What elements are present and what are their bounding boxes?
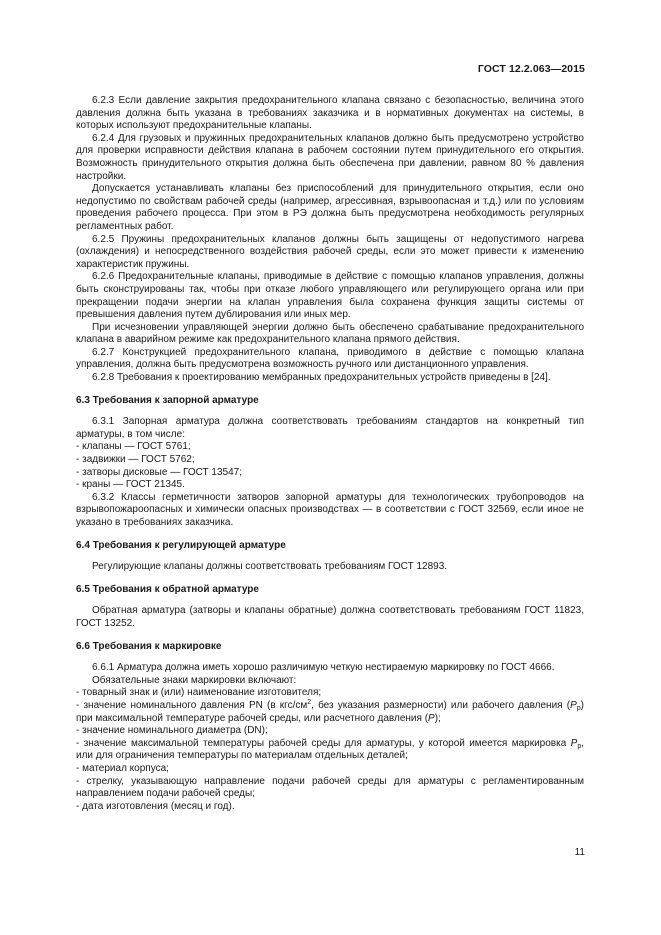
text-run: ); bbox=[434, 712, 441, 724]
page-number: 11 bbox=[574, 847, 585, 858]
heading-6-4: 6.4 Требования к регулирующей арматуре bbox=[76, 539, 286, 551]
heading-6-6: 6.6 Требования к маркировке bbox=[76, 640, 222, 652]
paragraph-6-6-1: 6.6.1 Арматура должна иметь хорошо различимую четкую нестираемую маркировку по ГОСТ 4666. bbox=[92, 662, 555, 674]
paragraph-6-3-2: 6.3.2 Классы герметичности затворов запорной арматуры для технологических трубопроводов на взрывопожароопасных и химически опасных производствах — в соответствии с ГОСТ 32569, если иное не указано в требованиях заказчика. bbox=[76, 491, 584, 528]
list-item: - материал корпуса; bbox=[76, 762, 169, 774]
paragraph-6-2-6-note: При исчезновении управляющей энергии должно быть обеспечено срабатывание предохранительного клапана в аварийном режиме как предохранительного клапана прямого действия. bbox=[76, 321, 584, 346]
list-item: - значение номинального диаметра (DN); bbox=[76, 725, 268, 737]
paragraph-6-2-6: 6.2.6 Предохранительные клапаны, приводимые в действие с помощью клапанов управления, должны быть сконструированы так, чтобы при отказе любого управляющего или регулирующего органа или при прекращении подачи энергии на клапан управления была сохранена функция защиты системы от превышения давления путем дублирования или иных мер. bbox=[76, 271, 584, 321]
list-item-pressure bbox=[76, 700, 584, 725]
paragraph-6-5: Обратная арматура (затворы и клапаны обратные) должна соответствовать требованиям ГОСТ 11823, ГОСТ 13252. bbox=[76, 605, 584, 629]
paragraph-6-2-7: 6.2.7 Конструкцией предохранительного клапана, приводимого в действие с помощью клапана управления, должна быть предусмотрена возможность ручного или дистанционного управления. bbox=[76, 346, 584, 371]
heading-6-3: 6.3 Требования к запорной арматуре bbox=[76, 394, 259, 406]
variable: P bbox=[570, 737, 578, 749]
variable: P bbox=[428, 712, 435, 724]
paragraph-6-2-4: 6.2.4 Для грузовых и пружинных предохранительных клапанов должно быть предусмотрено устройство для проверки исправности действия клапана в рабочем состоянии путем принудительного его открытия. Возможность принудительного открытия должна быть обеспечена при давлении, равном 80 % давления настройки. bbox=[76, 132, 584, 182]
document-body bbox=[76, 95, 584, 813]
paragraph-6-4: Регулирующие клапаны должны соответствовать требованиям ГОСТ 12893. bbox=[92, 561, 448, 573]
paragraph-6-2-4-note: Допускается устанавливать клапаны без приспособлений для принудительного открытия, если оно недопустимо по свойствам рабочей среды (например, агрессивная, взрывоопасная и т.д.) или по условиям проведения рабочего процесса. При этом в РЭ должна быть предусмотрена необходимость регулярных регламентных работ. bbox=[76, 183, 584, 232]
subscript: р bbox=[577, 742, 582, 750]
text-run: , или для ограничения температуры по материалам отдельных деталей; bbox=[76, 737, 584, 762]
list-item: - клапаны — ГОСТ 5761; bbox=[76, 441, 191, 453]
paragraph-6-3-1: 6.3.1 Запорная арматура должна соответствовать требованиям стандартов на конкретный тип арматуры, в том числе: bbox=[76, 416, 584, 440]
subscript: р bbox=[576, 704, 581, 712]
superscript: 2 bbox=[307, 698, 312, 706]
paragraph-6-6-1-intro: Обязательные знаки маркировки включают: bbox=[92, 674, 297, 686]
list-item-temperature bbox=[76, 738, 584, 763]
list-item: - товарный знак и (или) наименование изготовителя; bbox=[76, 687, 322, 699]
paragraph-6-2-8: 6.2.8 Требования к проектированию мембранных предохранительных устройств приведены в [24]. bbox=[92, 372, 551, 384]
list-item: - дата изготовления (месяц и год). bbox=[76, 800, 235, 812]
text-run: - значение максимальной температуры рабочей среды для арматуры, у которой имеется маркировка bbox=[76, 737, 571, 749]
document-code: ГОСТ 12.2.063—2015 bbox=[477, 63, 585, 75]
paragraph-6-2-5: 6.2.5 Пружины предохранительных клапанов должны быть защищены от недопустимого нагрева (охлаждения) и непосредственного воздействия рабочей среды, если это может привести к изменению характеристик пружины. bbox=[76, 233, 584, 270]
heading-6-5: 6.5 Требования к обратной арматуре bbox=[76, 583, 259, 595]
text-run: , без указания размерности) или рабочего давления ( bbox=[311, 699, 571, 711]
list-item: - стрелку, указывающую направление подачи рабочей среды для арматуры с регламентированным направлением подачи рабочей среды; bbox=[76, 775, 584, 800]
list-item: - краны — ГОСТ 21345. bbox=[76, 479, 185, 491]
text-run: - значение номинального давления PN (в кгс/см bbox=[76, 699, 308, 711]
text-run: ) при максимальной температуре рабочей среды, или расчетного давления ( bbox=[76, 699, 584, 724]
variable: P bbox=[570, 699, 577, 711]
list-item: - затворы дисковые — ГОСТ 13547; bbox=[76, 466, 242, 478]
list-item: - задвижки — ГОСТ 5762; bbox=[76, 454, 195, 466]
paragraph-6-2-3: 6.2.3 Если давление закрытия предохранительного клапана связано с безопасностью, величина этого давления должна быть указана в требованиях заказчика и в нормативных документах на системы, в которых используют предохранительные клапаны. bbox=[76, 95, 584, 132]
